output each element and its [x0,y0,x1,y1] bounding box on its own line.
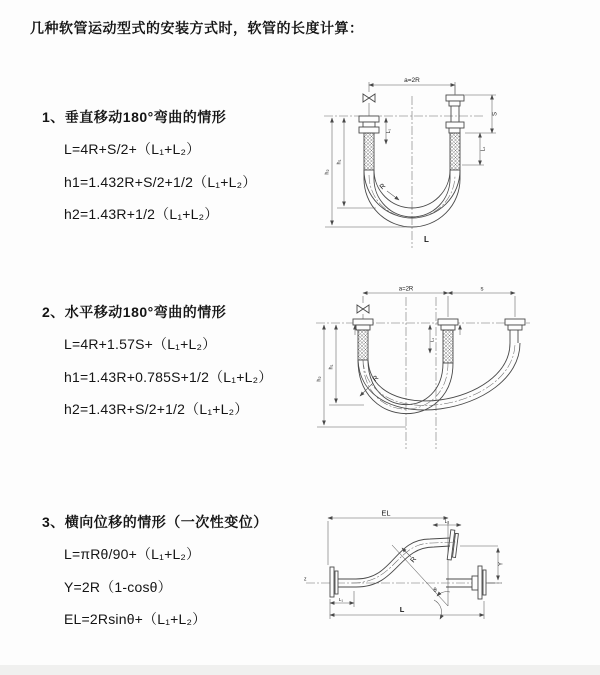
dimension-l [330,599,484,619]
dim-label-a2r: a=2R [404,77,420,84]
formula-l: L=πRθ/90+（L₁+L₂） [64,546,201,562]
diagram-vertical-180-bend [312,70,592,260]
dim-label-l: L [399,605,405,614]
dim-label-z: z [304,576,307,583]
page-bottom-edge [0,665,600,675]
radius-callout [402,548,418,564]
dim-label-l2: L₂ [480,146,487,152]
middle-fitting [438,319,458,363]
diagram-lateral-displacement [298,503,596,653]
dimension-a2r [363,287,515,318]
diagram-horizontal-180-bend [306,283,594,461]
dimension-y [488,548,505,583]
hose-u-bend-position-1 [358,360,453,414]
dimension-el [328,509,448,607]
section-vertical-movement [42,107,256,237]
page-title: 几种软管运动型式的安装方式时，软管的长度计算： [30,20,364,36]
braided-hose-section [443,330,453,363]
braided-hose-section [364,133,374,170]
dim-label-s: S [492,111,499,117]
valve-icon [363,94,375,102]
dim-label-h1: h₁ [328,364,335,370]
braided-hose-section [358,330,368,360]
formula-h2: h2=1.43R+1/2（L₁+L₂） [64,206,219,222]
dim-label-h2: h₂ [324,169,331,175]
left-fitting [353,319,373,360]
upper-flange-displaced [447,530,459,561]
dim-label-r: R [378,182,388,192]
formula-h2: h2=1.43R+S/2+1/2（L₁+L₂） [64,401,249,417]
dim-label-r: R [371,374,381,384]
formula-el: EL=2Rsinθ+（L₁+L₂） [64,611,207,627]
section-horizontal-movement [42,302,272,432]
formula-h1: h1=1.43R+0.785S+1/2（L₁+L₂） [64,368,273,385]
dim-label-l2: L₂ [444,519,450,525]
dim-label-el: EL [381,508,391,518]
right-fitting-moved [505,319,525,343]
dim-label-a2r: a=2R [398,286,414,293]
dim-label-l: L [424,235,429,244]
dim-label-l1: L₁ [386,128,392,134]
formula-l: L=4R+S/2+（L₁+L₂） [64,141,201,157]
dim-label-l1: L₁ [338,598,344,603]
dim-label-r: R [409,555,419,565]
valve-icon [357,305,369,313]
dim-label-l1: L₁ [430,337,436,343]
dimension-s [465,95,499,133]
section-lateral-displacement [42,512,268,642]
dimension-l1 [386,118,392,144]
left-flange [330,567,356,597]
dimension-a2r [369,77,455,94]
dim-label-y: Y [498,561,505,567]
section-1-heading: 1、垂直移动180°弯曲的情形 [42,109,227,125]
dim-label-h2: h₂ [316,376,323,382]
dim-label-h1: h₁ [336,159,343,165]
formula-h1: h1=1.432R+S/2+1/2（L₁+L₂） [64,173,257,190]
dimension-l2 [462,133,487,165]
hose-s-curve [352,538,456,587]
dim-label-s: s [480,286,484,293]
section-2-heading: 2、水平移动180°弯曲的情形 [42,304,227,320]
formula-l: L=4R+1.57S+（L₁+L₂） [64,336,217,352]
dim-label-theta: θ [433,588,437,594]
formula-y: Y=2R（1-cosθ） [64,578,172,595]
radius-callout [379,183,399,200]
left-fitting [359,116,379,170]
right-fitting-positions [446,85,464,170]
dimension-l2 [433,519,461,525]
braided-hose-section [450,133,460,170]
right-flange-original [446,566,495,599]
section-3-heading: 3、横向位移的情形（一次性变位） [42,514,268,530]
hose-u-bend-position-2 [358,343,520,410]
dimension-s [448,287,515,294]
